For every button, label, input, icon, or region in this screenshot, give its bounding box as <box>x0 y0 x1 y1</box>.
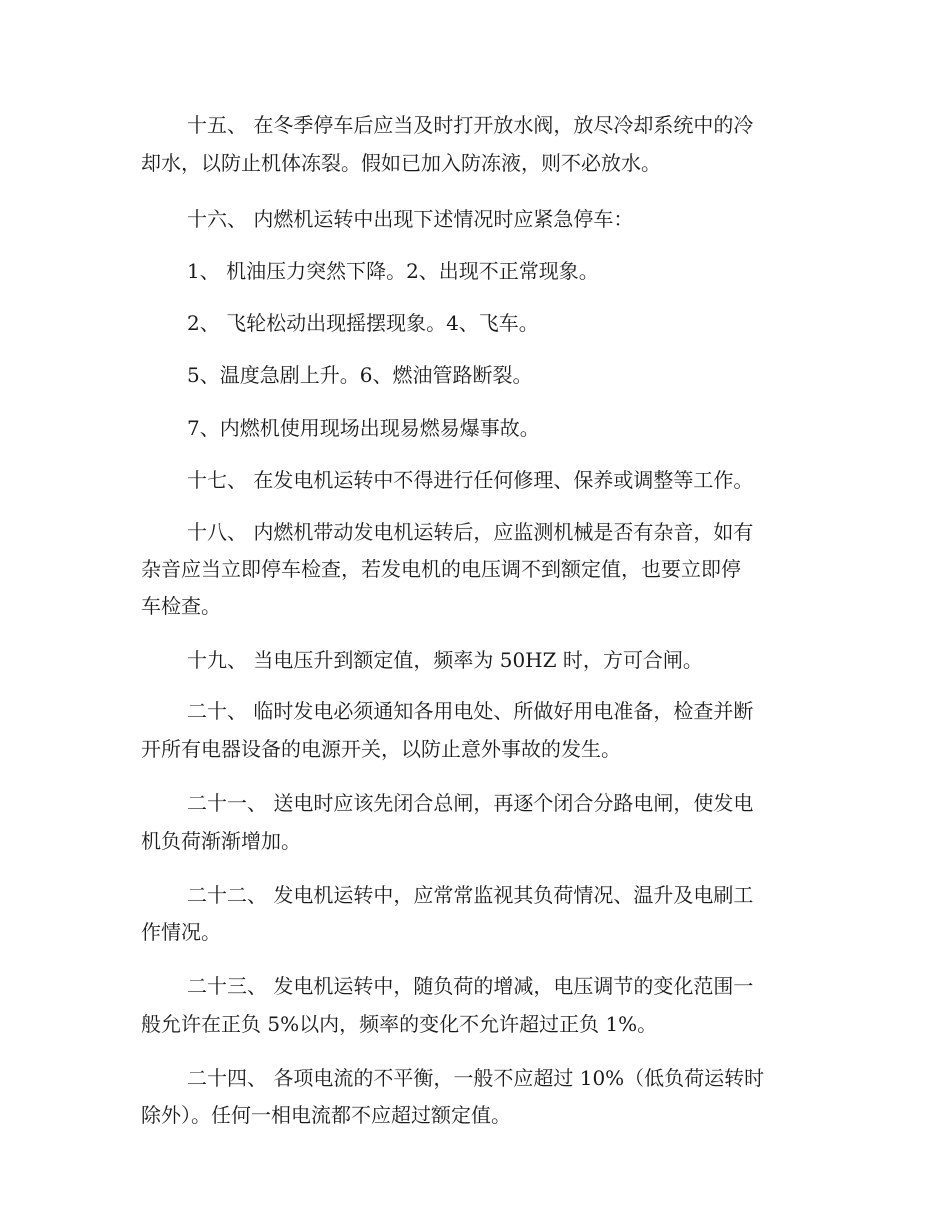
paragraph-20-line-1: 二十、 临时发电必须通知各用电处、所做好用电准备，检查并断 <box>187 699 754 723</box>
list-item-1: 1、 机油压力突然下降。2、出现不正常现象。 <box>187 259 599 283</box>
paragraph-19: 十九、 当电压升到额定值，频率为 50HZ 时，方可合闸。 <box>187 648 703 672</box>
paragraph-22-line-2: 作情况。 <box>141 920 221 944</box>
paragraph-21-line-1: 二十一、 送电时应该先闭合总闸，再逐个闭合分路电闸，使发电 <box>187 791 754 815</box>
list-item-7: 7、内燃机使用现场出现易燃易爆事故。 <box>187 416 540 440</box>
list-item-5: 5、温度急剧上升。6、燃油管路断裂。 <box>187 363 533 387</box>
paragraph-20-line-2: 开所有电器设备的电源开关，以防止意外事故的发生。 <box>141 737 621 761</box>
paragraph-15-line-1: 十五、 在冬季停车后应当及时打开放水阀，放尽冷却系统中的冷 <box>187 113 754 137</box>
paragraph-18-line-2: 杂音应当立即停车检查，若发电机的电压调不到额定值，也要立即停 <box>141 557 741 581</box>
paragraph-18-line-1: 十八、 内燃机带动发电机运转后，应监测机械是否有杂音，如有 <box>187 520 754 544</box>
paragraph-23-line-2: 般允许在正负 5%以内，频率的变化不允许超过正负 1%。 <box>141 1012 658 1036</box>
paragraph-22-line-1: 二十二、 发电机运转中，应常常监视其负荷情况、温升及电刷工 <box>187 883 754 907</box>
paragraph-24-line-2: 除外）。任何一相电流都不应超过额定值。 <box>141 1103 511 1127</box>
paragraph-21-line-2: 机负荷渐渐增加。 <box>141 829 301 853</box>
paragraph-18-line-3: 车检查。 <box>141 594 221 618</box>
paragraph-17: 十七、 在发电机运转中不得进行任何修理、保养或调整等工作。 <box>187 468 754 492</box>
list-item-2: 2、 飞轮松动出现摇摆现象。4、飞车。 <box>187 311 539 335</box>
paragraph-16: 十六、 内燃机运转中出现下述情况时应紧急停车： <box>187 207 634 231</box>
paragraph-23-line-1: 二十三、 发电机运转中，随负荷的增减，电压调节的变化范围一 <box>187 974 754 998</box>
paragraph-24-line-1: 二十四、 各项电流的不平衡，一般不应超过 10%（低负荷运转时 <box>187 1066 765 1090</box>
paragraph-15-line-2: 却水，以防止机体冻裂。假如已加入防冻液，则不必放水。 <box>141 151 661 175</box>
